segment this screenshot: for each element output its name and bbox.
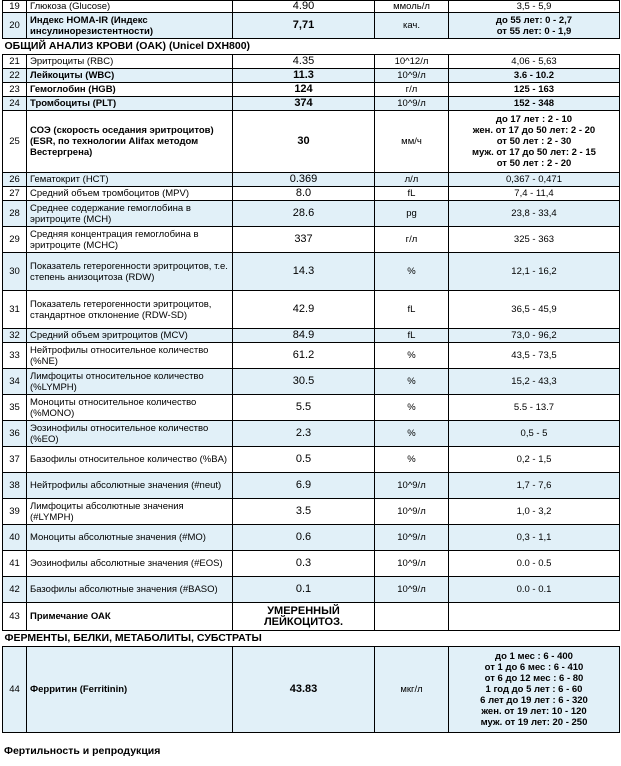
row-number: 31 [3, 291, 27, 329]
row-number: 41 [3, 551, 27, 577]
reference-range [449, 577, 620, 603]
table-row [3, 97, 620, 111]
test-name: Ферритин (Ferritinin) [27, 647, 233, 733]
reference-line: муж. от 17 до 50 лет: 2 - 15 [472, 147, 596, 158]
table-row [3, 55, 620, 69]
row-number: 36 [3, 421, 27, 447]
test-unit: % [375, 395, 449, 421]
reference-line: 12,1 - 16,2 [511, 266, 557, 277]
row-number: 25 [3, 111, 27, 173]
test-value: 5.5 [233, 395, 375, 421]
test-name: Средний объем эритроцитов (MCV) [27, 329, 233, 343]
row-number: 40 [3, 525, 27, 551]
reference-line: 0.0 - 0.5 [516, 558, 552, 569]
test-name: Лейкоциты (WBC) [27, 69, 233, 83]
reference-line: 325 - 363 [513, 234, 555, 245]
reference-line: 152 - 348 [513, 98, 555, 109]
table-row [3, 227, 620, 253]
test-value: 0.1 [233, 577, 375, 603]
reference-line: 6 лет до 19 лет : 6 - 320 [480, 695, 588, 706]
test-name: Примечание ОАК [27, 603, 233, 631]
reference-range [449, 395, 620, 421]
reference-range [449, 55, 620, 69]
test-unit: 10^9/л [375, 525, 449, 551]
reference-line: до 1 мес : 6 - 400 [495, 651, 573, 662]
test-value: 14.3 [233, 253, 375, 291]
table-row [3, 343, 620, 369]
results-table [2, 0, 620, 733]
row-number: 33 [3, 343, 27, 369]
test-unit: fL [375, 291, 449, 329]
section-title: ФЕРМЕНТЫ, БЕЛКИ, МЕТАБОЛИТЫ, СУБСТРАТЫ [4, 632, 262, 644]
reference-range [449, 525, 620, 551]
reference-line: 3.6 - 10.2 [513, 70, 555, 81]
reference-line: 3,5 - 5,9 [516, 1, 552, 12]
table-row [3, 1, 620, 13]
reference-range [449, 647, 620, 733]
reference-line: 0,5 - 5 [520, 428, 548, 439]
test-unit: мкг/л [375, 647, 449, 733]
row-number: 39 [3, 499, 27, 525]
row-number: 44 [3, 647, 27, 733]
reference-line: 5.5 - 13.7 [513, 402, 555, 413]
reference-line: 1,7 - 7,6 [516, 480, 552, 491]
reference-range [449, 369, 620, 395]
test-name: Лимфоциты абсолютные значения (#LYMPH) [27, 499, 233, 525]
reference-range [449, 473, 620, 499]
reference-range [449, 253, 620, 291]
test-value: 8.0 [233, 187, 375, 201]
section-header-row [3, 39, 620, 55]
reference-range [449, 329, 620, 343]
table-row [3, 111, 620, 173]
reference-range [449, 173, 620, 187]
test-name: Показатель гетерогенности эритроцитов, т.е. степень анизоцитоза (RDW) [27, 253, 233, 291]
test-value: 6.9 [233, 473, 375, 499]
test-unit [375, 603, 449, 631]
test-name: Лимфоциты относительное количество (%LYMPH) [27, 369, 233, 395]
reference-line: 23,8 - 33,4 [511, 208, 557, 219]
reference-range [449, 97, 620, 111]
row-number: 21 [3, 55, 27, 69]
test-unit: кач. [375, 13, 449, 39]
reference-range [449, 421, 620, 447]
reference-range [449, 1, 620, 13]
reference-range [449, 603, 620, 631]
test-unit: 10^9/л [375, 69, 449, 83]
row-number: 35 [3, 395, 27, 421]
reference-line: 0.0 - 0.1 [516, 584, 552, 595]
test-value: 30 [233, 111, 375, 173]
reference-range [449, 551, 620, 577]
reference-line: 73,0 - 96,2 [511, 330, 557, 341]
table-row [3, 603, 620, 631]
test-unit: 10^9/л [375, 577, 449, 603]
section-fertility: Фертильность и репродукция [4, 745, 161, 757]
reference-range [449, 227, 620, 253]
test-value: 30.5 [233, 369, 375, 395]
reference-line: 43,5 - 73,5 [511, 350, 557, 361]
reference-range [449, 187, 620, 201]
reference-range [449, 83, 620, 97]
row-number: 38 [3, 473, 27, 499]
test-name: Базофилы относительное количество (%BA) [27, 447, 233, 473]
test-value: 3.5 [233, 499, 375, 525]
test-unit: 10^9/л [375, 499, 449, 525]
reference-line: жен. от 17 до 50 лет: 2 - 20 [472, 125, 596, 136]
reference-line: 15,2 - 43,3 [511, 376, 557, 387]
table-row [3, 647, 620, 733]
reference-line: 1,0 - 3,2 [516, 506, 552, 517]
test-value: 337 [233, 227, 375, 253]
reference-range [449, 69, 620, 83]
table-row [3, 13, 620, 39]
test-name: Моноциты абсолютные значения (#MO) [27, 525, 233, 551]
row-number: 20 [3, 13, 27, 39]
row-number: 37 [3, 447, 27, 473]
test-value: 0.5 [233, 447, 375, 473]
test-name: Тромбоциты (PLT) [27, 97, 233, 111]
test-name: Эозинофилы относительное количество (%EO) [27, 421, 233, 447]
test-name: Нейтрофилы относительное количество (%NE) [27, 343, 233, 369]
test-value: 84.9 [233, 329, 375, 343]
table-row [3, 329, 620, 343]
reference-line: от 1 до 6 мес : 6 - 410 [484, 662, 584, 673]
test-value: 7,71 [233, 13, 375, 39]
reference-line: муж. от 19 лет: 20 - 250 [480, 717, 588, 728]
table-row [3, 291, 620, 329]
reference-line: до 17 лет : 2 - 10 [495, 114, 573, 125]
table-row [3, 369, 620, 395]
table-row [3, 173, 620, 187]
test-name: Глюкоза (Glucose) [27, 1, 233, 13]
test-value: 2.3 [233, 421, 375, 447]
test-name: Индекс HOMA-IR (Индекс инсулинорезистентности) [27, 13, 233, 39]
test-name: Эритроциты (RBC) [27, 55, 233, 69]
table-row [3, 577, 620, 603]
test-value: УМЕРЕННЫЙ ЛЕЙКОЦИТОЗ. [233, 603, 375, 631]
row-number: 26 [3, 173, 27, 187]
reference-range [449, 499, 620, 525]
table-row [3, 447, 620, 473]
test-value: 0.369 [233, 173, 375, 187]
test-name: Нейтрофилы абсолютные значения (#neut) [27, 473, 233, 499]
row-number: 43 [3, 603, 27, 631]
row-number: 29 [3, 227, 27, 253]
test-value: 4.90 [233, 1, 375, 13]
table-row [3, 525, 620, 551]
test-name: Показатель гетерогенности эритроцитов, стандартное отклонение (RDW-SD) [27, 291, 233, 329]
reference-line: 1 год до 5 лет : 6 - 60 [485, 684, 583, 695]
test-name: Средняя концентрация гемоглобина в эритроците (MCHC) [27, 227, 233, 253]
test-value: 28.6 [233, 201, 375, 227]
reference-line: от 50 лет : 2 - 20 [496, 158, 572, 169]
table-row [3, 395, 620, 421]
reference-range [449, 343, 620, 369]
test-unit: г/л [375, 83, 449, 97]
test-value: 124 [233, 83, 375, 97]
reference-line: от 50 лет : 2 - 30 [496, 136, 572, 147]
test-unit: fL [375, 329, 449, 343]
test-value: 4.35 [233, 55, 375, 69]
reference-line: 36,5 - 45,9 [511, 304, 557, 315]
reference-line: 7,4 - 11,4 [514, 188, 554, 199]
test-name: Моноциты относительное количество (%MONO) [27, 395, 233, 421]
test-value: 0.3 [233, 551, 375, 577]
table-row [3, 187, 620, 201]
reference-line: от 55 лет: 0 - 1,9 [496, 25, 572, 37]
reference-line: жен. от 19 лет: 10 - 120 [481, 706, 587, 717]
test-unit: 10^12/л [375, 55, 449, 69]
row-number: 42 [3, 577, 27, 603]
row-number: 34 [3, 369, 27, 395]
test-unit: pg [375, 201, 449, 227]
test-value: 61.2 [233, 343, 375, 369]
test-unit: 10^9/л [375, 551, 449, 577]
test-value: 43.83 [233, 647, 375, 733]
test-name: Гематокрит (HCT) [27, 173, 233, 187]
table-row [3, 551, 620, 577]
test-unit: 10^9/л [375, 473, 449, 499]
row-number: 30 [3, 253, 27, 291]
section-header-row [3, 631, 620, 647]
test-unit: % [375, 343, 449, 369]
test-unit: ммоль/л [375, 1, 449, 13]
test-value: 42.9 [233, 291, 375, 329]
test-unit: % [375, 253, 449, 291]
test-unit: % [375, 447, 449, 473]
test-name: Средний объем тромбоцитов (MPV) [27, 187, 233, 201]
section-title: ОБЩИЙ АНАЛИЗ КРОВИ (OAK) (Unicel DXH800) [4, 40, 251, 52]
reference-range [449, 447, 620, 473]
row-number: 19 [3, 1, 27, 13]
row-number: 32 [3, 329, 27, 343]
row-number: 22 [3, 69, 27, 83]
table-row [3, 201, 620, 227]
reference-line: 0,2 - 1,5 [516, 454, 552, 465]
table-row [3, 69, 620, 83]
table-row [3, 421, 620, 447]
reference-range [449, 13, 620, 39]
table-row [3, 253, 620, 291]
test-unit: % [375, 421, 449, 447]
table-row [3, 83, 620, 97]
test-unit: г/л [375, 227, 449, 253]
row-number: 27 [3, 187, 27, 201]
test-name: Среднее содержание гемоглобина в эритроците (MCH) [27, 201, 233, 227]
test-value: 0.6 [233, 525, 375, 551]
reference-line: 4,06 - 5,63 [511, 56, 557, 67]
test-unit: % [375, 369, 449, 395]
reference-line: 125 - 163 [513, 84, 555, 95]
table-row [3, 499, 620, 525]
table-row [3, 473, 620, 499]
row-number: 23 [3, 83, 27, 97]
test-name: Гемоглобин (HGB) [27, 83, 233, 97]
test-unit: fL [375, 187, 449, 201]
row-number: 24 [3, 97, 27, 111]
reference-line: до 55 лет: 0 - 2,7 [495, 14, 573, 26]
reference-range [449, 111, 620, 173]
test-value: 11.3 [233, 69, 375, 83]
test-unit: мм/ч [375, 111, 449, 173]
reference-range [449, 291, 620, 329]
reference-range [449, 201, 620, 227]
test-unit: 10^9/л [375, 97, 449, 111]
reference-line: от 6 до 12 мес : 6 - 80 [484, 673, 584, 684]
reference-line: 0,367 - 0,471 [506, 174, 562, 185]
test-name: Базофилы абсолютные значения (#BASO) [27, 577, 233, 603]
row-number: 28 [3, 201, 27, 227]
test-name: СОЭ (скорость оседания эритроцитов) (ESR, по технологии Alifax методом Вестергрена) [27, 111, 233, 173]
test-unit: л/л [375, 173, 449, 187]
test-name: Эозинофилы абсолютные значения (#EOS) [27, 551, 233, 577]
test-value: 374 [233, 97, 375, 111]
reference-line: 0,3 - 1,1 [516, 532, 552, 543]
